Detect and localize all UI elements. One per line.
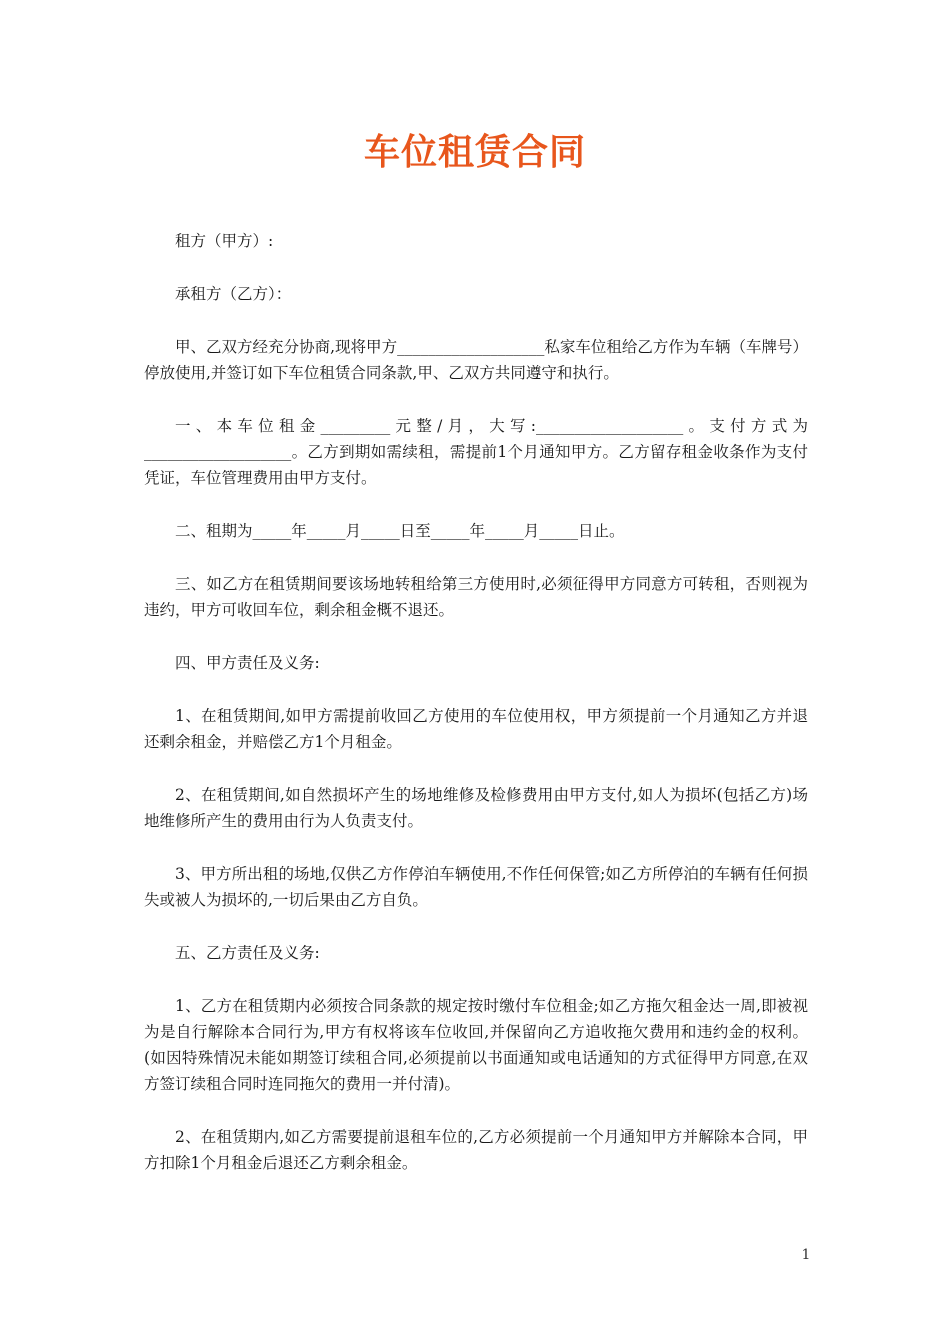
paragraph-lessor: 租方（甲方）:: [175, 232, 274, 250]
document-body: [144, 228, 808, 1203]
paragraph-lessor-duty-1: 1、在租赁期间,如甲方需提前收回乙方使用的车位使用权，甲方须提前一个月通知乙方并退还剩余租金，并赔偿乙方1个月租金。: [144, 707, 808, 751]
paragraph-clause-2-term: 二、租期为_____年_____月_____日至_____年_____月_____日止。: [175, 522, 625, 540]
paragraph-clause-3-sublet: 三、如乙方在租赁期间要该场地转租给第三方使用时,必须征得甲方同意方可转租，否则视为违约，甲方可收回车位，剩余租金概不退还。: [144, 575, 808, 619]
paragraph-lessor-duty-3: 3、甲方所出租的场地,仅供乙方作停泊车辆使用,不作任何保管;如乙方所停泊的车辆有任何损失或被人为损坏的,一切后果由乙方自负。: [144, 865, 808, 909]
paragraph-lessee-duty-1: 1、乙方在租赁期内必须按合同条款的规定按时缴付车位租金;如乙方拖欠租金达一周,即被视为是自行解除本合同行为,甲方有权将该车位收回,并保留向乙方追收拖欠费用和违约金的权利。(如因特殊情况未能如期签订续租合同,必须提前以书面通知或电话通知的方式征得甲方同意,在双方签订续租合同时连同拖欠的费用一并付清)。: [144, 997, 808, 1093]
paragraph-section-lessee-duties: 五、乙方责任及义务:: [175, 944, 320, 962]
paragraph-lessee: 承租方（乙方）：: [175, 285, 292, 303]
paragraph-clause-1-rent: 一、本车位租金_________元整/月，大写:___________________。支付方式为___________________。乙方到期如需续租，需提前1个月通知甲方。乙方留存租金收条作为支付凭证，车位管理费用由甲方支付。: [144, 417, 808, 487]
paragraph-section-lessor-duties: 四、甲方责任及义务:: [175, 654, 320, 672]
document-title: 车位租赁合同: [363, 132, 586, 173]
page-number: 1: [801, 1247, 811, 1263]
paragraph-lessee-duty-2: 2、在租赁期内,如乙方需要提前退租车位的,乙方必须提前一个月通知甲方并解除本合同，甲方扣除1个月租金后退还乙方剩余租金。: [144, 1128, 808, 1172]
paragraph-intro: 甲、乙双方经充分协商,现将甲方___________________私家车位租给乙方作为车辆（车牌号）停放使用,并签订如下车位租赁合同条款,甲、乙双方共同遵守和执行。: [144, 338, 808, 382]
paragraph-lessor-duty-2: 2、在租赁期间,如自然损坏产生的场地维修及检修费用由甲方支付,如人为损坏(包括乙方)场地维修所产生的费用由行为人负责支付。: [144, 786, 808, 830]
